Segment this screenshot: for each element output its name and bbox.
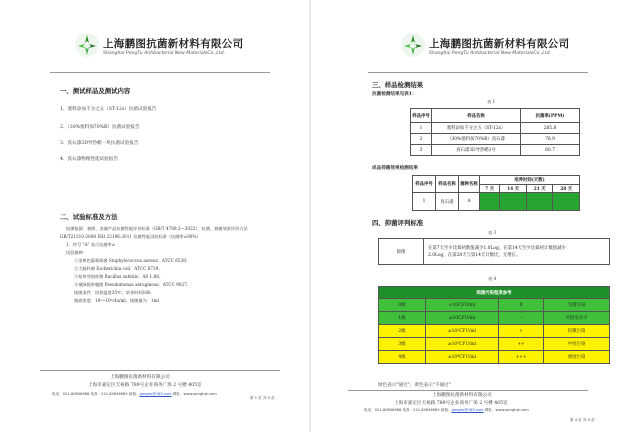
company-name-cn: 上海鹏图抗菌新材料有限公司 [103, 38, 244, 50]
page-number: 第 4 页 共 4 页 [570, 418, 595, 422]
footer-contact: 电话：021-60846988 传真：021-60846985 邮箱：pengtu@163.com 网址：www.pengtuk.com [364, 408, 529, 412]
table2-caption: 成品抑菌效果检测结果 [372, 166, 418, 171]
footer-site: www.pengtuk.com [183, 392, 217, 396]
table4-label: 表 4 [488, 276, 497, 281]
table4 [378, 286, 610, 364]
section4-title: 四、抑菌评判标准 [372, 219, 424, 227]
list-item: 4、真石漆物理性能试验报告 [60, 157, 119, 162]
table1-caption: 抗菌检测结果见表1： [372, 92, 417, 97]
company-name-en: Shanghai PengTu Antibacterial New MaterialsCo.,Ltd. [429, 51, 552, 56]
page-header [0, 30, 308, 66]
page-number: 第 1 页 共 4 页 [250, 396, 275, 400]
method-line: GB/T21510-2008 ISO 22196:2011 抗菌性能试验标准（抗菌率≥90%） [60, 234, 201, 239]
footer-rule [348, 390, 588, 391]
method-line: ④铜绿假单胞菌 Pseudomonas aeruginosa：ATCC 9027； [74, 282, 191, 287]
table-header: 样品序号 [413, 176, 436, 193]
result-cell-pass [526, 193, 553, 211]
table1 [410, 108, 580, 156]
method-line: ③枯草芽孢杆菌 Bacillus subtilis：AS 1.88； [74, 274, 164, 279]
table-header: 样品名称 [436, 176, 459, 193]
table-header: 28 天 [553, 185, 580, 193]
company-logo-icon [400, 32, 426, 58]
page-divider [309, 0, 311, 432]
table-row: 3级 ≥10³CFU/ml ++ 中度污染 [379, 338, 610, 351]
table-header: 21 天 [526, 185, 553, 193]
table-header: 7 天 [480, 185, 500, 193]
footer-address: 上海市嘉定区天祝路 789号企业商务广场 2 号楼 405室 [394, 401, 508, 406]
table-row: 0级 <10CFU/ml 0 无菌污染 [379, 299, 610, 312]
table-row: 1 塞料添加千分之五（ST-12s） 285.8 [411, 123, 580, 134]
list-item: 3、真石漆3D导热蜡一块抗菌试验报告 [60, 141, 139, 146]
table-row: 2 （30%塞料加70%B）真石漆 78.9 [411, 134, 580, 145]
table-row: 1级 ≥10CFU/ml - 可接受水平 [379, 312, 610, 325]
method-line: 1、符号 "A" 表示抗菌率≥ [66, 242, 116, 247]
table-header: 菌种名称 [459, 176, 480, 193]
footer-site: www.pengtuk.com [495, 408, 529, 412]
method-line: ②大肠杆菌 Escherichia coli：ATCC 8739； [74, 266, 163, 271]
table-header: 抗菌率(PPM) [521, 109, 580, 123]
footer-rule [40, 370, 280, 371]
header-rule [50, 72, 270, 73]
table1-label: 表 1 [487, 99, 496, 104]
table-header: 14 天 [500, 185, 527, 193]
method-line: ①金黄色葡萄球菌 Staphylococcus aureus：ATCC 6538； [74, 258, 191, 263]
footer-email-link[interactable]: pengtu@163.com [451, 408, 484, 412]
footer-company: 上海鹏图抗菌新材料有限公司 [110, 375, 170, 380]
footer-address: 上海市嘉定区天祝路 789号企业商务广场 2 号楼 405室 [88, 383, 202, 388]
table-header: 样品名称 [432, 109, 521, 123]
footer-contact: 电话：021-60846988 传真：021-60846985 邮箱：pengtu@163.com 网址：www.pengtuk.com [52, 392, 217, 396]
method-line: 菌液浓度：10⁵~10⁶cfu/ml，接菌量为：1ml [74, 298, 159, 303]
section3-title: 三、样品检测结果 [372, 81, 424, 89]
company-name-cn: 上海鹏图抗菌新材料有限公司 [429, 38, 570, 50]
table2 [412, 175, 580, 211]
footer-email-link[interactable]: pengtu@163.com [139, 392, 172, 396]
table3-label: 表 3 [488, 230, 497, 235]
method-line: 试验菌种： [66, 250, 87, 255]
report-page-right [312, 0, 622, 432]
company-name-en: Shanghai PengTu Antibacterial New MaterialsCo.,Ltd. [103, 51, 226, 56]
company-logo-icon [74, 32, 100, 58]
section2-title: 二、试验标准及方法 [60, 213, 118, 221]
table-row: 1 真石漆 A [413, 193, 580, 211]
section1-title: 一、测试样品及测试内容 [60, 87, 131, 95]
table3 [378, 238, 610, 265]
table-header: 培养时间(天数) [480, 176, 580, 185]
page-header [312, 30, 622, 66]
table-row: 3 真石漆3D导热蜡1号 60.7 [411, 145, 580, 156]
table-row: 2级 ≥10²CFU/ml + 轻微污染 [379, 325, 610, 338]
table-header: 样品序号 [411, 109, 432, 123]
table-row: 抑菌 在第7天至少比霉初数值减少1.0Log，在第14天至少比霉初计数值减少 2.0Log，在第28天与第14天计数比，无增长。 [379, 239, 610, 265]
list-item: 1、塞料添加千分之五（ST-12s）抗菌试验报告 [60, 107, 157, 112]
color-legend-note: 绿色表示"通过"，黄色表示"不通过" [378, 383, 451, 388]
footer-company: 上海鹏图抗菌新材料有限公司 [432, 393, 492, 398]
result-cell-pass [553, 193, 580, 211]
result-cell-pass [500, 193, 527, 211]
report-page-left [0, 0, 308, 432]
method-line: 检测依据：参照、金属产品抗菌性能评价标准（GB/T 4789.2—2022）、抗菌、抑菌效果评价方法 [66, 226, 248, 231]
table4-title: 细菌污染程度参考 [379, 287, 610, 299]
list-item: 2、（30%塞料加70%B）抗菌试验报告 [60, 125, 140, 130]
result-cell-pass [480, 193, 500, 211]
table-row: 4级 ≥10⁴CFU/ml +++ 重度污染 [379, 351, 610, 364]
header-rule [368, 72, 588, 73]
method-line: 接菌条件：培养温度35℃，培养时间18h [74, 290, 151, 295]
